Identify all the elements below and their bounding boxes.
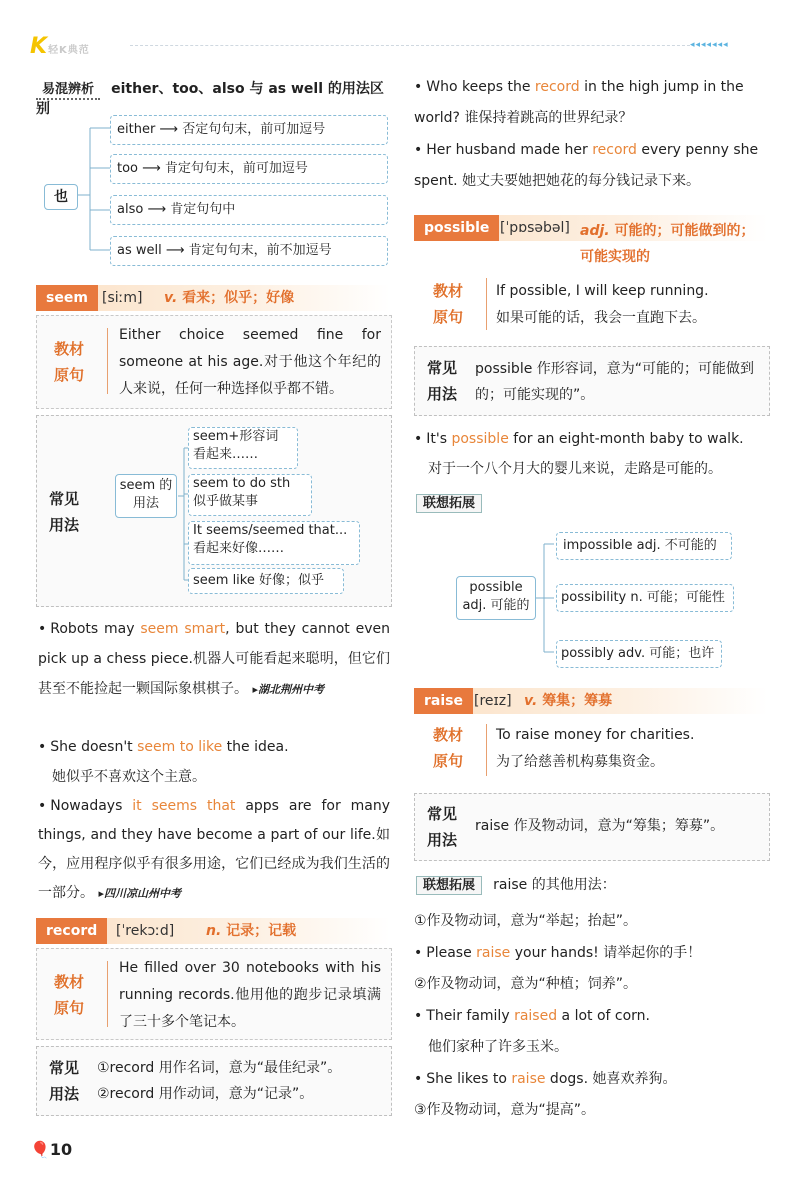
raise-use-2-example-cn: 他们家种了许多玉米。 [428, 1039, 568, 1055]
divider [107, 328, 108, 394]
record-orig-text: He filled over 30 notebooks with his running records.他用他的跑步记录填满了三十多个笔记本。 [119, 960, 381, 1030]
raise-banner [414, 688, 768, 714]
seem-usage-item-4: seem like 好像；似乎 [188, 568, 344, 594]
header-arrows-icon: ◂◂◂◂◂◂◂ [690, 40, 729, 50]
logo-text: 轻K典范 [48, 45, 90, 56]
raise-use-2-example: • Their family raised a lot of corn. [414, 1001, 768, 1033]
page-number: 🎈10 [30, 1140, 73, 1159]
logo: K轻K典范 [30, 34, 90, 59]
possible-orig-tag: 教材原句 [432, 282, 463, 326]
record-phonetic: [ˈrekɔːd] [116, 923, 175, 939]
raise-meaning: 筹集；筹募 [542, 693, 613, 709]
raise-usage-tag: 常见用法 [427, 805, 458, 849]
raise-use-3: ③作及物动词，意为“提高”。 [414, 1102, 596, 1118]
possible-usage-box [414, 346, 770, 416]
divider [486, 724, 487, 776]
raise-original-box [414, 718, 768, 782]
raise-phonetic: [reɪz] [474, 693, 512, 709]
possible-original-box [414, 272, 768, 336]
possible-ext-item-1: impossible adj. 不可能的 [556, 532, 732, 560]
raise-usage-text: raise 作及物动词，意为“筹集；筹募”。 [475, 818, 725, 834]
raise-orig-tag: 教材原句 [432, 726, 463, 770]
raise-pos: v. [524, 693, 538, 709]
possible-example: • It's possible for an eight-month baby to walk. 对于一个八个月大的婴儿来说，走路是可能的。 [414, 424, 768, 484]
record-meaning: 记录；记载 [226, 923, 297, 939]
raise-ext-title: raise 的其他用法： [493, 877, 616, 893]
seem-orig-text: Either choice seemed fine for someone at his age.对于他这个年纪的人来说，任何一种选择似乎都不错。 [119, 327, 382, 397]
possible-ext-label: 联想拓展 [416, 494, 482, 513]
record-original-box [36, 948, 392, 1040]
record-word: record [36, 918, 107, 944]
possible-phonetic: [ˈpɒsəbəl] [500, 220, 570, 236]
seem-example-3: • Nowadays it seems that apps are for many things, and they have become a part of our life.如今，应用程序似乎有很多用途，它们已经成为我们生活的一部分。 ▸四川凉山州中考 [38, 792, 390, 908]
divider [107, 961, 108, 1027]
record-usage-tag: 常见用法 [49, 1059, 80, 1103]
seem-phonetic: [siːm] [102, 290, 143, 306]
divider [486, 278, 487, 330]
seem-word: seem [36, 285, 98, 311]
seem-original-box [36, 315, 392, 409]
raise-ext-label: 联想拓展 [416, 876, 482, 895]
seem-pos: v. [164, 290, 178, 306]
seem-example-2: • She doesn't seem to like the idea. 她似乎不喜欢这个主意。 [38, 732, 390, 792]
possible-ext-item-2: possibility n. 可能；可能性 [556, 584, 734, 612]
confuse-item-also: also ⟶ 肯定句句中 [110, 195, 388, 225]
raise-use-2-example-2: • She likes to raise dogs. 她喜欢养狗。 [414, 1064, 768, 1096]
raise-usage-box [414, 793, 770, 861]
raise-orig-text: To raise money for charities. 为了给慈善机构募集资金。 [496, 727, 695, 770]
possible-usage-text: possible 作形容词，意为“可能的；可能做到的；可能实现的”。 [475, 361, 755, 403]
record-example-1: • Who keeps the record in the high jump in the world? 谁保持着跳高的世界纪录？ [414, 72, 768, 134]
raise-ext-wrap [416, 874, 616, 895]
possible-ext-wrap [416, 492, 482, 511]
seem-usage-item-3: It seems/seemed that... 看起来好像…… [188, 521, 360, 565]
possible-usage-tag: 常见用法 [427, 359, 458, 403]
possible-ext-center: possible adj. 可能的 [456, 576, 536, 620]
raise-use-2: ②作及物动词，意为“种植；饲养”。 [414, 976, 638, 992]
seem-banner [36, 285, 390, 311]
possible-meaning: 可能的；可能做到的；可能实现的 [580, 223, 755, 265]
raise-uses [414, 906, 768, 1127]
header-divider [130, 45, 690, 46]
seem-usage-item-1: seem+形容词 看起来…… [188, 427, 298, 469]
seem-meaning: 看来；似乎；好像 [182, 290, 295, 306]
confuse-item-either: either ⟶ 否定句句末，前可加逗号 [110, 115, 388, 145]
record-usage-text: ①record 用作名词，意为“最佳纪录”。 ②record 用作动词，意为“记录”。 [97, 1060, 342, 1102]
record-pos: n. [206, 923, 222, 939]
confuse-item-as-well: as well ⟶ 肯定句句末，前不加逗号 [110, 236, 388, 266]
confuse-center: 也 [44, 184, 78, 210]
raise-use-1-example: • Please raise your hands! 请举起你的手！ [414, 938, 768, 970]
raise-use-1: ①作及物动词，意为“举起；抬起”。 [414, 913, 638, 929]
possible-word: possible [414, 215, 499, 241]
record-orig-tag: 教材原句 [53, 973, 84, 1017]
seem-usage-center: seem 的用法 [115, 474, 177, 518]
seem-orig-tag: 教材原句 [53, 340, 84, 384]
seem-usage-tag: 常见用法 [49, 490, 80, 534]
confuse-item-too: too ⟶ 肯定句句末，前可加逗号 [110, 154, 388, 184]
possible-meaning-line [580, 218, 768, 270]
confuse-label: 易混辨析 [36, 81, 100, 100]
seem-example-1: • Robots may seem smart, but they cannot even pick up a chess piece.机器人可能看起来聪明，但它们甚至不能捡起一颗国际象棋棋子。 ▸湖北荆州中考 [38, 614, 390, 705]
possible-orig-text: If possible, I will keep running. 如果可能的话，我会一直跑下去。 [496, 283, 709, 326]
possible-pos: adj. [580, 223, 610, 239]
confuse-title: either、too、also 与 as well 的用法区别 [36, 81, 384, 117]
record-example-2: • Her husband made her record every penny she spent. 她丈夫要她把她花的每分钱记录下来。 [414, 135, 768, 197]
record-usage-box [36, 1046, 392, 1116]
raise-word: raise [414, 688, 473, 714]
record-banner [36, 918, 390, 944]
possible-ext-item-3: possibly adv. 可能；也许 [556, 640, 722, 668]
seem-usage-item-2: seem to do sth 似乎做某事 [188, 474, 312, 516]
